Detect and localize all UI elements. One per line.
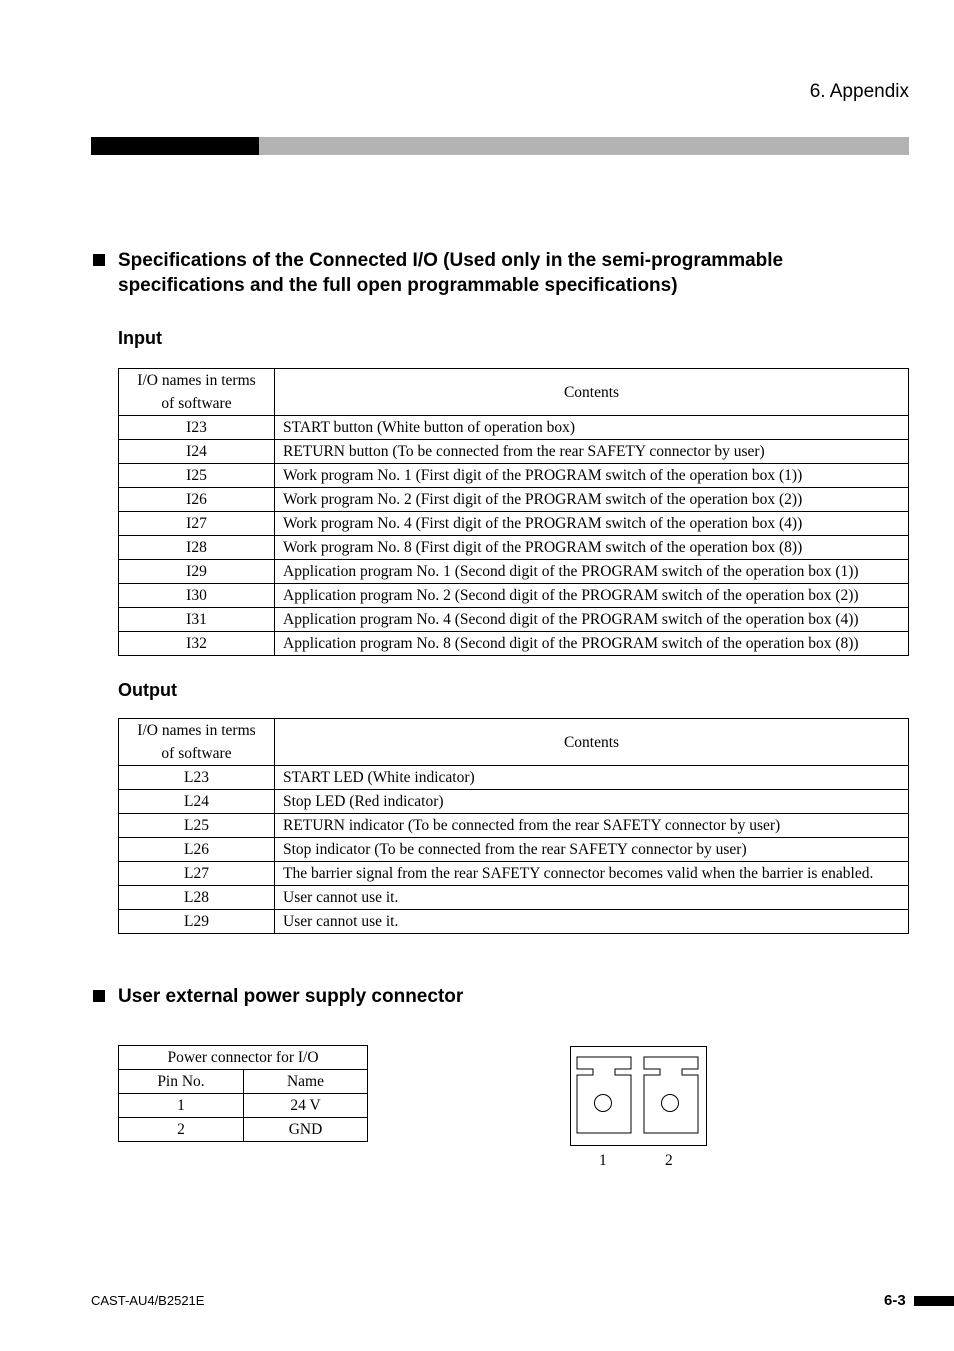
table-row <box>119 488 909 512</box>
contents-cell: The barrier signal from the rear SAFETY connector becomes valid when the barrier is enabled. <box>275 862 909 886</box>
power-table-caption: Power connector for I/O <box>119 1046 368 1070</box>
footer-bar <box>914 1296 954 1306</box>
table-row <box>119 814 909 838</box>
contents-cell: Stop indicator (To be connected from the rear SAFETY connector by user) <box>275 838 909 862</box>
column-header-name: Name <box>244 1070 368 1094</box>
table-row <box>119 838 909 862</box>
table-row <box>119 416 909 440</box>
column-header-contents: Contents <box>275 369 909 416</box>
io-name-cell: I32 <box>119 632 275 656</box>
io-name-cell: I30 <box>119 584 275 608</box>
table-row <box>119 886 909 910</box>
contents-cell: Work program No. 2 (First digit of the PROGRAM switch of the operation box (2)) <box>275 488 909 512</box>
io-name-cell: L26 <box>119 838 275 862</box>
io-name-cell: L24 <box>119 790 275 814</box>
table-row <box>119 464 909 488</box>
table-row <box>119 584 909 608</box>
diagram-pin-label-1: 1 <box>599 1152 607 1169</box>
contents-cell: User cannot use it. <box>275 910 909 934</box>
contents-cell: RETURN button (To be connected from the rear SAFETY connector by user) <box>275 440 909 464</box>
column-header-contents: Contents <box>275 719 909 766</box>
io-name-cell: L28 <box>119 886 275 910</box>
table-row <box>119 632 909 656</box>
column-header-io-name: I/O names in terms of software <box>119 369 275 416</box>
table-row <box>119 608 909 632</box>
contents-cell: Application program No. 2 (Second digit of the PROGRAM switch of the operation box (2)) <box>275 584 909 608</box>
io-name-cell: I25 <box>119 464 275 488</box>
output-heading: Output <box>118 680 177 700</box>
contents-cell: Work program No. 8 (First digit of the PROGRAM switch of the operation box (8)) <box>275 536 909 560</box>
table-row <box>119 560 909 584</box>
output-table <box>118 718 909 934</box>
square-bullet-icon <box>93 990 105 1002</box>
contents-cell: Application program No. 1 (Second digit of the PROGRAM switch of the operation box (1)) <box>275 560 909 584</box>
name-cell: GND <box>244 1118 368 1142</box>
io-name-cell: I24 <box>119 440 275 464</box>
chapter-title: 6. Appendix <box>809 81 909 102</box>
input-heading: Input <box>118 328 162 348</box>
column-header-pin: Pin No. <box>119 1070 244 1094</box>
column-header-io-name: I/O names in terms of software <box>119 719 275 766</box>
io-name-cell: I31 <box>119 608 275 632</box>
table-row <box>119 790 909 814</box>
io-name-cell: I29 <box>119 560 275 584</box>
power-connector-table <box>118 1045 368 1142</box>
section-heading-power-connector: User external power supply connector <box>91 984 463 1009</box>
section-heading-connected-io: Specifications of the Connected I/O (Used only in the semi-programmable specifications and the full open programmable specifications) <box>91 248 783 298</box>
io-name-cell: L29 <box>119 910 275 934</box>
contents-cell: Application program No. 4 (Second digit of the PROGRAM switch of the operation box (4)) <box>275 608 909 632</box>
contents-cell: RETURN indicator (To be connected from the rear SAFETY connector by user) <box>275 814 909 838</box>
contents-cell: Application program No. 8 (Second digit of the PROGRAM switch of the operation box (8)) <box>275 632 909 656</box>
io-name-cell: L27 <box>119 862 275 886</box>
io-name-cell: L23 <box>119 766 275 790</box>
header-rule <box>91 137 909 155</box>
contents-cell: Stop LED (Red indicator) <box>275 790 909 814</box>
square-bullet-icon <box>93 254 105 266</box>
table-row <box>119 440 909 464</box>
name-cell: 24 V <box>244 1094 368 1118</box>
diagram-pin-label-2: 2 <box>665 1152 673 1169</box>
table-row <box>119 1094 368 1118</box>
pin-cell: 1 <box>119 1094 244 1118</box>
page-number: 6-3 <box>884 1292 906 1309</box>
contents-cell: START LED (White indicator) <box>275 766 909 790</box>
io-name-cell: I23 <box>119 416 275 440</box>
table-row <box>119 512 909 536</box>
input-table <box>118 368 909 656</box>
table-row <box>119 862 909 886</box>
contents-cell: Work program No. 1 (First digit of the PROGRAM switch of the operation box (1)) <box>275 464 909 488</box>
io-name-cell: I26 <box>119 488 275 512</box>
table-row <box>119 1118 368 1142</box>
io-name-cell: L25 <box>119 814 275 838</box>
contents-cell: START button (White button of operation box) <box>275 416 909 440</box>
table-row <box>119 766 909 790</box>
contents-cell: Work program No. 4 (First digit of the PROGRAM switch of the operation box (4)) <box>275 512 909 536</box>
document-code: CAST-AU4/B2521E <box>91 1293 205 1308</box>
io-name-cell: I28 <box>119 536 275 560</box>
table-row <box>119 536 909 560</box>
pin-cell: 2 <box>119 1118 244 1142</box>
contents-cell: User cannot use it. <box>275 886 909 910</box>
io-name-cell: I27 <box>119 512 275 536</box>
power-connector-diagram <box>569 1045 709 1148</box>
table-row <box>119 910 909 934</box>
